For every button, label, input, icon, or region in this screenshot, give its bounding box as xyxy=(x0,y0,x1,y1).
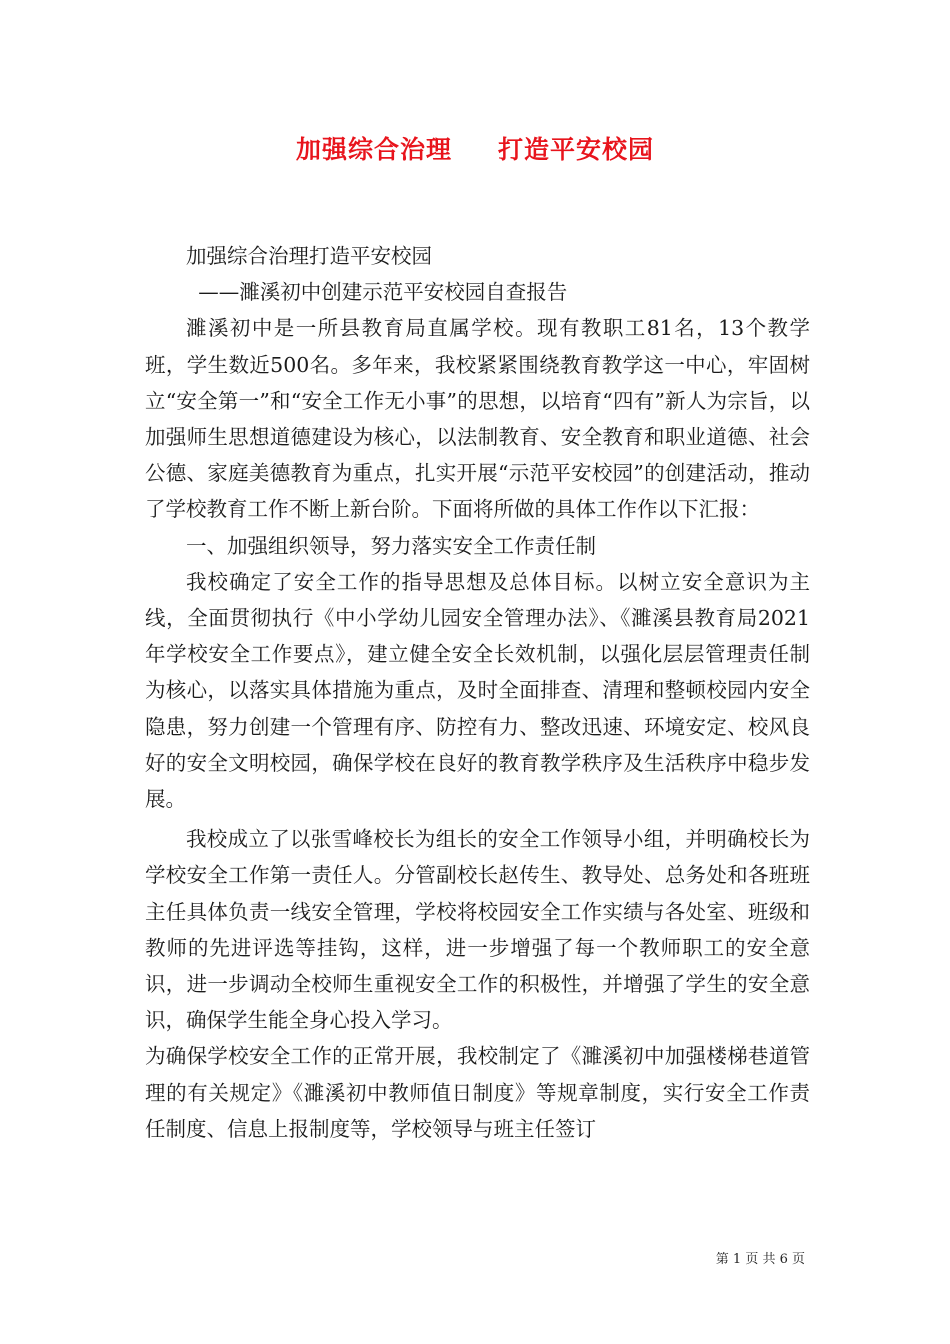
page-number-footer: 第 1 页 共 6 页 xyxy=(715,1252,805,1267)
paragraph-goals: 我校确定了安全工作的指导思想及总体目标。以树立安全意识为主线，全面贯彻执行《中小学幼儿园安全管理办法》、《濉溪县教育局2021年学校安全工作要点》，建立健全安全长效机制，以强化层层管理责任制为核心，以落实具体措施为重点，及时全面排查、清理和整顿校园内安全隐患，努力创建一个管理有序、防控有力、整改迅速、环境安定、校风良好的安全文明校园，确保学校在良好的教育教学秩序及生活秩序中稳步发展。 xyxy=(145,569,810,812)
report-heading: 加强综合治理打造平安校园 xyxy=(186,244,432,268)
section-heading-1: 一、加强组织领导，努力落实安全工作责任制 xyxy=(186,533,596,558)
paragraph-regulations: 为确保学校安全工作的正常开展，我校制定了《濉溪初中加强楼梯巷道管理的有关规定》《濉溪初中教师值日制度》等规章制度，实行安全工作责任制度、信息上报制度等，学校领导与班主任签订 xyxy=(145,1044,810,1141)
document-body xyxy=(145,238,810,1147)
paragraph-leadership: 我校成立了以张雪峰校长为组长的安全工作领导小组，并明确校长为学校安全工作第一责任人。分管副校长赵传生、教导处、总务处和各班班主任具体负责一线安全管理，学校将校园安全工作实绩与各处室、班级和教师的先进评选等挂钩，这样，进一步增强了每一个教师职工的安全意识，进一步调动全校师生重视安全工作的积极性，并增强了学生的安全意识，确保学生能全身心投入学习。 xyxy=(145,827,810,1033)
paragraph-intro: 濉溪初中是一所县教育局直属学校。现有教职工81名，13个教学班，学生数近500名。多年来，我校紧紧围绕教育教学这一中心，牢固树立“安全第一”和“安全工作无小事”的思想，以培育“四有”新人为宗旨，以加强师生思想道德建设为核心，以法制教育、安全教育和职业道德、社会公德、家庭美德教育为重点，扎实开展“示范平安校园”的创建活动，推动了学校教育工作不断上新台阶。下面将所做的具体工作作以下汇报： xyxy=(145,316,810,522)
title-part-2: 打造平安校园 xyxy=(498,135,655,164)
title-part-1: 加强综合治理 xyxy=(295,135,452,164)
report-subtitle: ——濉溪初中创建示范平安校园自查报告 xyxy=(198,280,568,305)
document-title xyxy=(0,130,950,166)
